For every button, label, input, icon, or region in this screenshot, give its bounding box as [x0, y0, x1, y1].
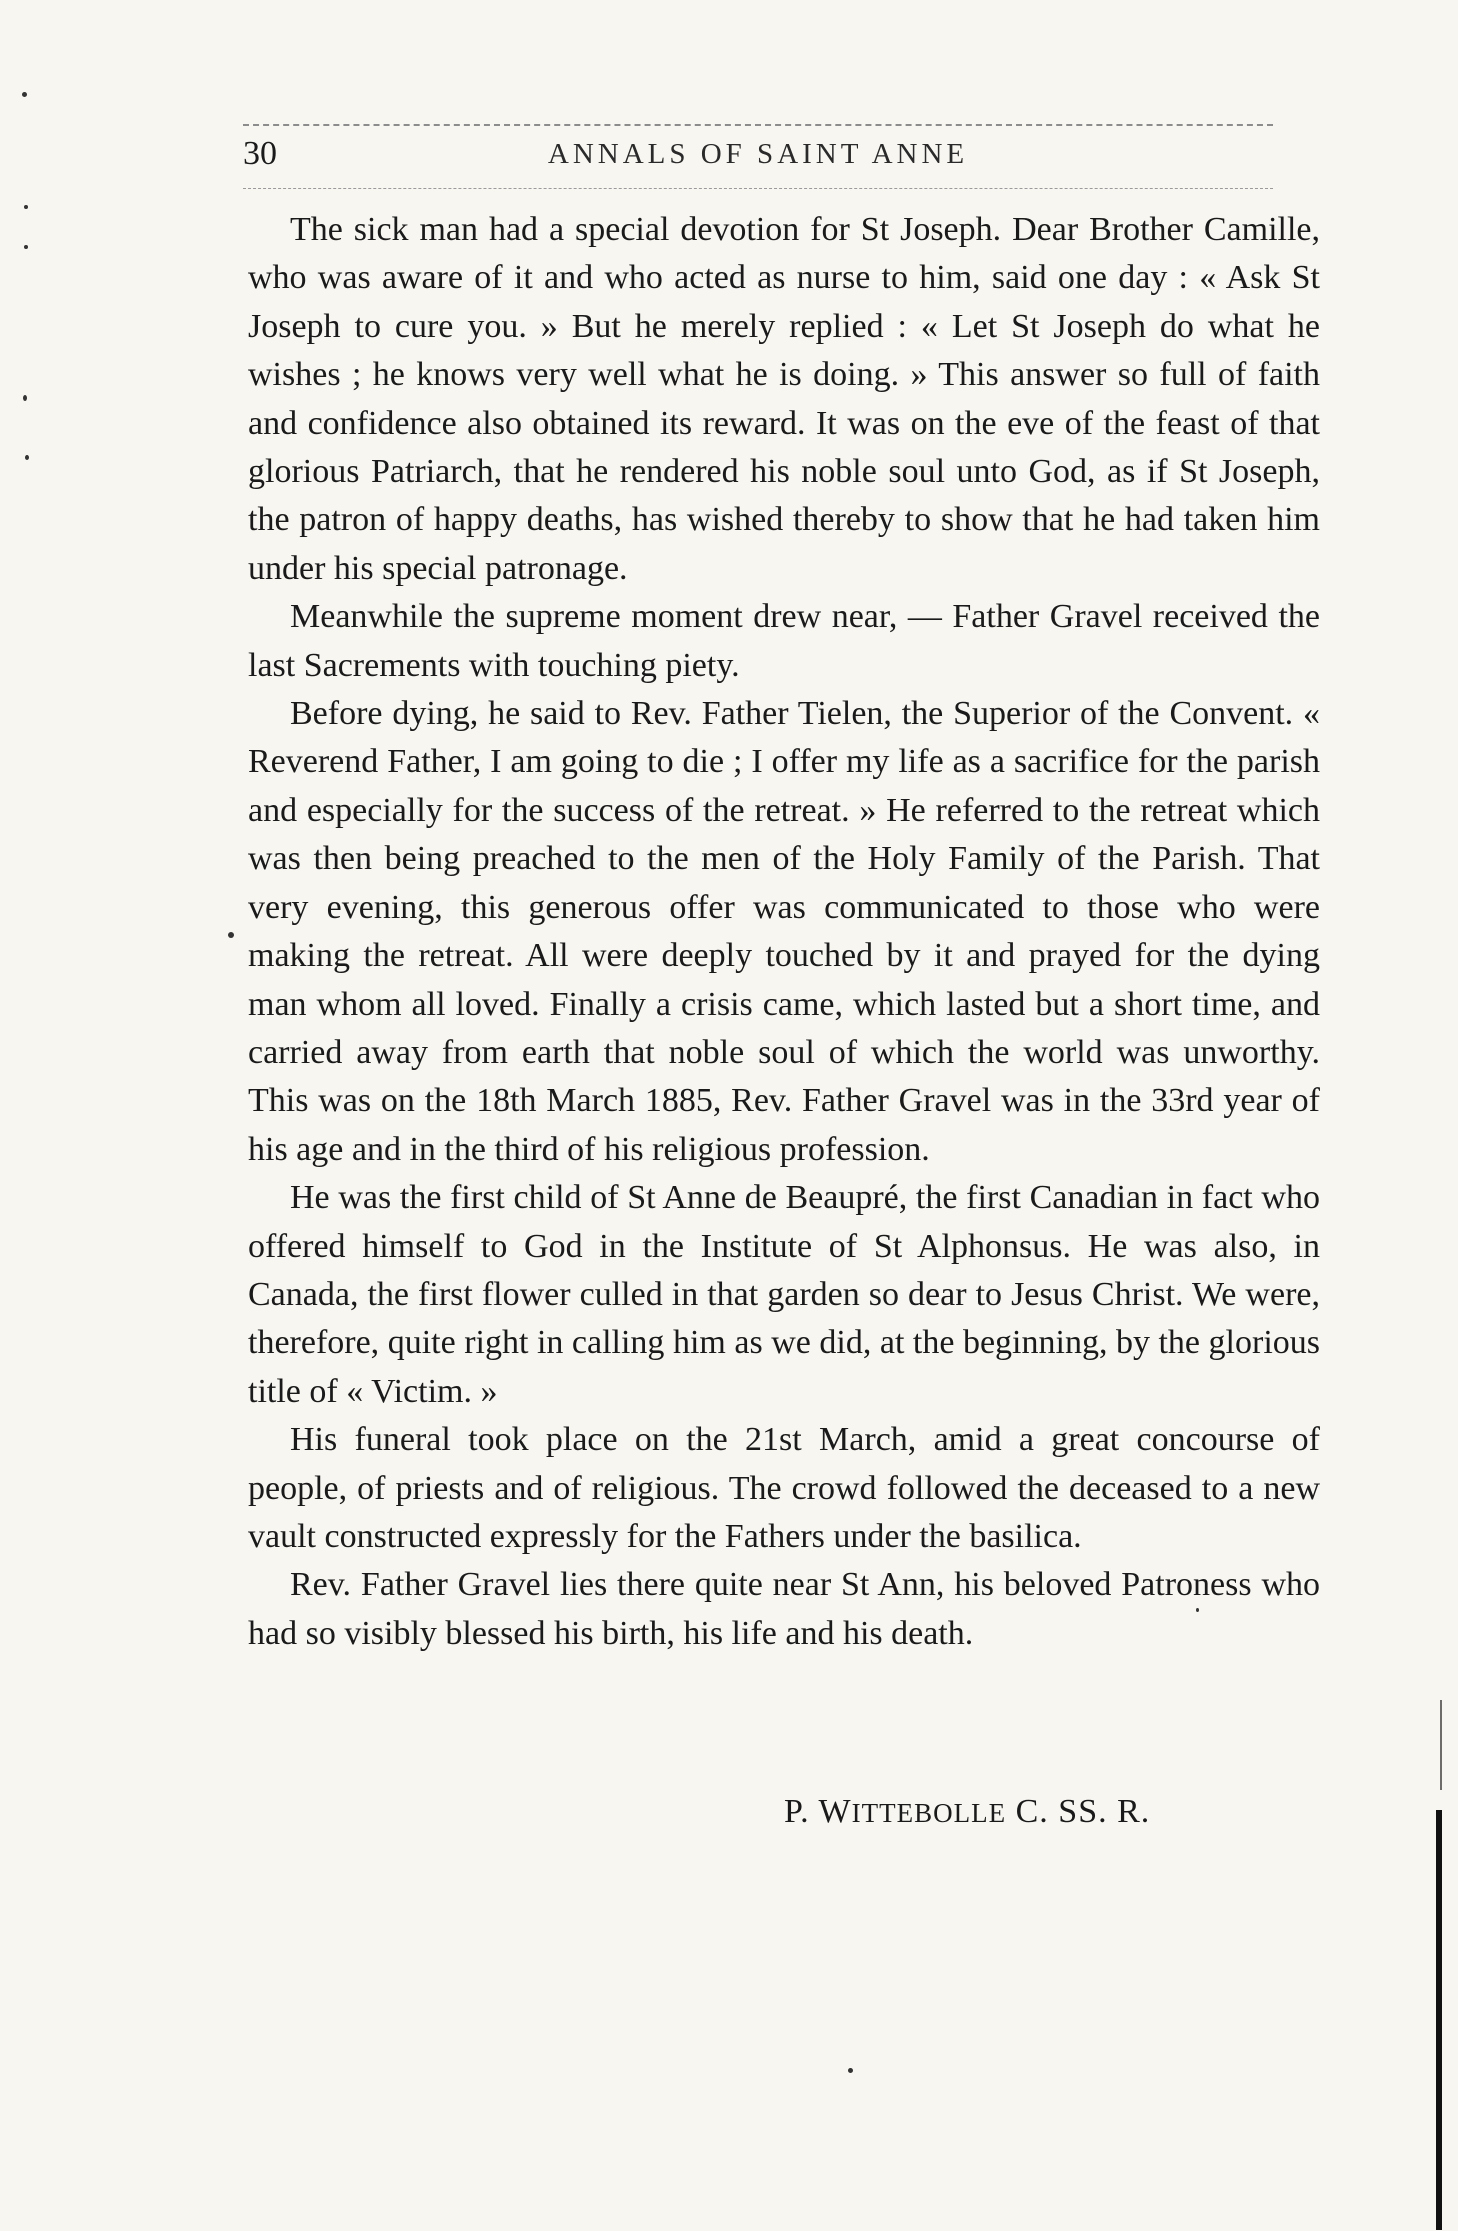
paragraph-1: The sick man had a special devotion for St Joseph. Dear Brother Camille, who was aware of it and who acted as nurse to him, said one day : « Ask St Joseph to cure you. » But he merely replied : « Let St Joseph do what he wishes ; he knows very well what he is doing. » This answer so full of faith and confidence also obtained its reward. It was on the eve of the feast of that glorious Patriarch, that he rendered his noble soul unto God, as if St Joseph, the patron of happy deaths, has wished thereby to show that he had taken him under his special patronage.	[248, 211, 1320, 587]
signature-order-c: C	[1006, 1793, 1040, 1830]
scan-speck	[23, 395, 27, 401]
scan-speck	[24, 205, 28, 209]
paragraph-6: Rev. Father Gravel lies there quite near St Ann, his beloved Patroness who had so visibly blessed his birth, his life and his death.	[248, 1566, 1320, 1652]
page-header	[243, 132, 1273, 176]
paragraph-3: Before dying, he said to Rev. Father Tielen, the Superior of the Convent. « Reverend Father, I am going to die ; I offer my life as a sacrifice for the parish and especially for the success of the retreat. » He referred to the retreat which was then being preached to the men of the Holy Family of the Parish. That very evening, this generous offer was communicated to those who were making the retreat. All were deeply touched by it and prayed for the dying man whom all loved. Finally a crisis came, which lasted but a short time, and carried away from earth that noble soul of which the world was unworthy. This was on the 18th March 1885, Rev. Father Gravel was in the 33rd year of his age and in the third of his religious profession.	[248, 695, 1320, 1168]
scan-speck	[25, 455, 29, 460]
signature-order-rest: . SS. R.	[1039, 1793, 1151, 1830]
scan-speck	[228, 932, 234, 938]
scan-speck	[24, 245, 28, 249]
paragraph-2: Meanwhile the supreme moment drew near, — Father Gravel received the last Sacrements with touching piety.	[248, 598, 1320, 684]
running-title: ANNALS OF SAINT ANNE	[547, 138, 969, 170]
scan-speck	[22, 92, 27, 97]
scan-speck	[1196, 1608, 1199, 1612]
scan-edge-bar	[1436, 1810, 1442, 2230]
signature-initial: P. W	[784, 1793, 852, 1830]
header-rule-top	[243, 124, 1273, 126]
article-body	[248, 206, 1320, 1658]
header-rule-bottom	[243, 188, 1273, 189]
paragraph-4: He was the first child of St Anne de Beaupré, the first Canadian in fact who offered himself to God in the Institute of St Alphonsus. He was also, in Canada, the first flower culled in that garden so dear to Jesus Christ. We were, therefore, quite right in calling him as we did, at the beginning, by the glorious title of « Victim. »	[248, 1179, 1320, 1410]
scan-speck	[848, 2068, 853, 2073]
page-number: 30	[243, 135, 277, 172]
author-signature	[784, 1788, 1150, 1837]
signature-name-rest: ITTEBOLLE	[851, 1798, 1007, 1828]
scan-edge-bar	[1440, 1700, 1442, 1790]
paragraph-5: His funeral took place on the 21st March, amid a great concourse of people, of priests and of religious. The crowd followed the deceased to a new vault constructed expressly for the Fathers under the basilica.	[248, 1421, 1320, 1555]
